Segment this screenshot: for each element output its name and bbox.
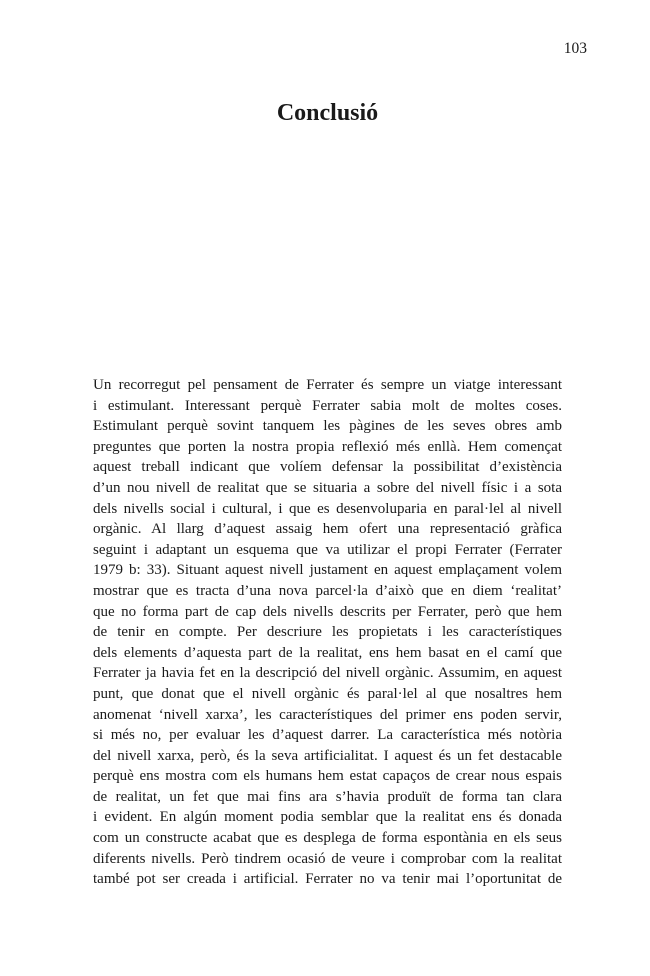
paragraph-line: aquest treball indicant que volíem defensar la possibilitat d’existència (93, 459, 562, 476)
paragraph-line: Estimulant perquè sovint tanquem les pàgines de les seves obres amb (93, 418, 562, 435)
paragraph-line: que no forma part de cap dels nivells descrits per Ferrater, però que hem (93, 603, 562, 620)
paragraph-line: diferents nivells. Però tindrem ocasió de veure i comprobar com la realitat (93, 850, 562, 867)
paragraph-line: seguint i adaptant un esquema que va utilizar el propi Ferrater (Ferrater (93, 541, 562, 558)
paragraph-line: també pot ser creada i artificial. Ferrater no va tenir mai l’oportunitat de (93, 871, 562, 888)
paragraph-line: del nivell xarxa, però, és la seva artificialitat. I aquest és un fet destacable (93, 747, 562, 764)
paragraph-line: dels elements d’aquesta part de la realitat, ens hem basat en el camí que (93, 644, 562, 661)
paragraph-line: d’un nou nivell de realitat que se situaria a sobre del nivell físic i a sota (93, 479, 562, 496)
paragraph-line: com un constructe acabat que es desplega de forma espontània en els seus (93, 830, 562, 847)
page-number: 103 (563, 40, 587, 57)
paragraph-line: Ferrater ja havia fet en la descripció del nivell orgànic. Assumim, en aquest (93, 665, 562, 682)
paragraph-line: i estimulant. Interessant perquè Ferrater sabia molt de moltes coses. (93, 397, 562, 414)
paragraph-line: perquè ens mostra com els humans hem estat capaços de crear nous espais (93, 768, 562, 785)
paragraph-line: orgànic. Al llarg d’aquest assaig hem ofert una representació gràfica (93, 521, 562, 538)
paragraph-line: 1979 b: 33). Situant aquest nivell justament en aquest emplaçament volem (93, 562, 562, 579)
paragraph-line: preguntes que porten la nostra propia reflexió més enllà. Hem començat (93, 438, 562, 455)
paragraph-line: anomenat ‘nivell xarxa’, les característiques del primer ens poden servir, (93, 706, 562, 723)
paragraph-line: dels nivells social i cultural, i que es desenvoluparia en paral·lel al nivell (93, 500, 562, 517)
paragraph-line: si més no, per evaluar les d’aquest darrer. La característica més notòria (93, 727, 562, 744)
body-paragraph (93, 375, 562, 890)
paragraph-line: Un recorregut pel pensament de Ferrater és sempre un viatge interessant (93, 377, 562, 393)
paragraph-line: mostrar que es tracta d’una nova parcel·la d’això que en diem ‘realitat’ (93, 582, 562, 599)
paragraph-line: punt, que donat que el nivell orgànic és paral·lel al que nosaltres hem (93, 685, 562, 702)
paragraph-line: de realitat, un fet que mai fins ara s’havia produït de forma tan clara (93, 788, 562, 805)
paragraph-line: de tenir en compte. Per descriure les propietats i les característiques (93, 624, 562, 641)
chapter-title: Conclusió (276, 100, 379, 126)
paragraph-line: i evident. En algún moment podia semblar que la realitat ens és donada (93, 809, 562, 826)
